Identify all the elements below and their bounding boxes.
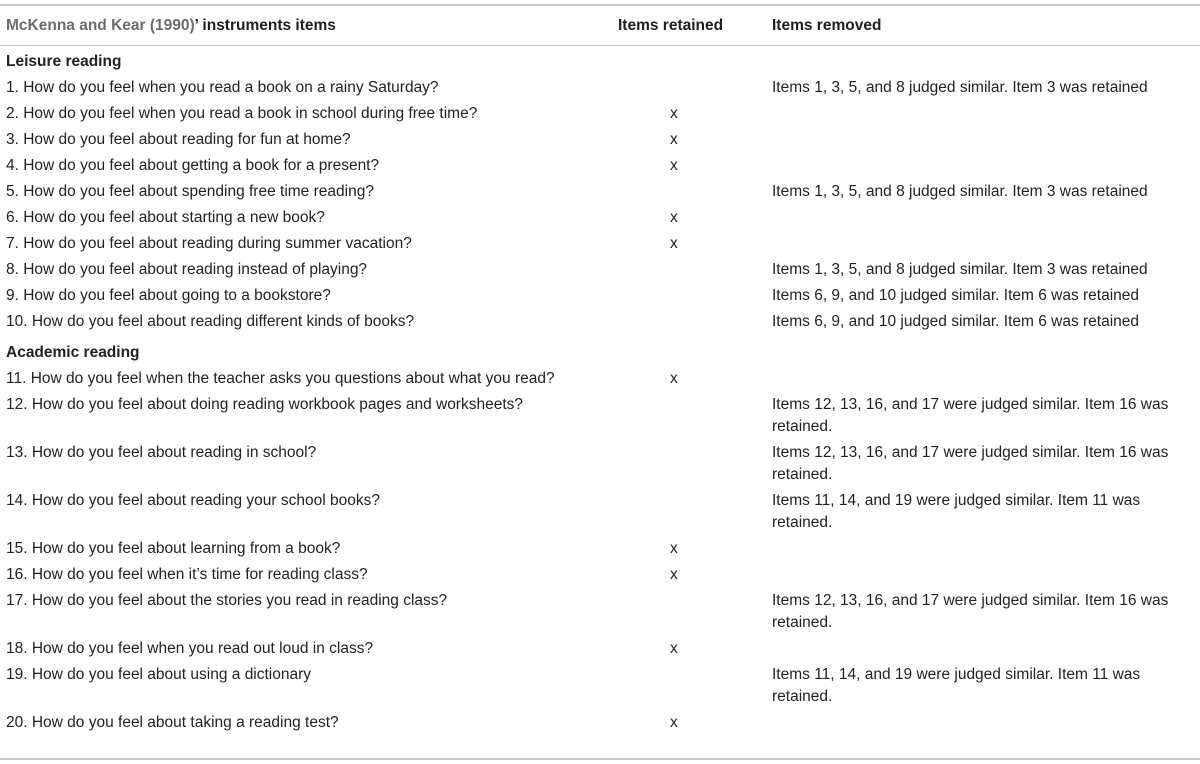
- table-row: [0, 74, 1200, 100]
- item-removed-note: Items 11, 14, and 19 were judged similar. Item 11 was retained.: [772, 492, 1141, 531]
- item-removed-note: [772, 230, 1200, 256]
- items-table: [0, 6, 1200, 735]
- table-row: [0, 230, 1200, 256]
- item-question: 5. How do you feel about spending free time reading?: [6, 183, 374, 200]
- table-row: [0, 439, 1200, 487]
- item-retained-mark: x: [670, 209, 678, 226]
- item-question: 3. How do you feel about reading for fun at home?: [6, 131, 351, 148]
- table-row: [0, 152, 1200, 178]
- item-removed-note: [772, 635, 1200, 661]
- table-bottom-rule: [0, 758, 1200, 760]
- item-removed-note: Items 6, 9, and 10 judged similar. Item 6 was retained: [772, 287, 1140, 304]
- item-question: 7. How do you feel about reading during summer vacation?: [6, 235, 412, 252]
- item-retained-mark: [618, 391, 772, 439]
- table-row: [0, 487, 1200, 535]
- item-removed-note: Items 1, 3, 5, and 8 judged similar. Item 3 was retained: [772, 183, 1148, 200]
- table-row: [0, 661, 1200, 709]
- item-retained-mark: [618, 308, 772, 334]
- item-removed-note: [772, 152, 1200, 178]
- table-row: [0, 587, 1200, 635]
- item-retained-mark: x: [670, 370, 678, 387]
- table-row: [0, 256, 1200, 282]
- item-retained-mark: x: [670, 157, 678, 174]
- table-row: [0, 365, 1200, 391]
- item-removed-note: Items 12, 13, 16, and 17 were judged similar. Item 16 was retained.: [772, 444, 1169, 483]
- item-question: 14. How do you feel about reading your school books?: [6, 492, 380, 509]
- table-body: [0, 45, 1200, 735]
- table-row: [0, 709, 1200, 735]
- header-items-retained: Items retained: [618, 16, 724, 34]
- item-removed-note: [772, 100, 1200, 126]
- header-items-removed: Items removed: [772, 16, 882, 34]
- header-citation: McKenna and Kear (1990): [6, 16, 195, 34]
- header-instrument-items: [0, 6, 618, 45]
- item-retained-mark: x: [670, 131, 678, 148]
- item-removed-note: Items 12, 13, 16, and 17 were judged similar. Item 16 was retained.: [772, 396, 1169, 435]
- item-question: 13. How do you feel about reading in school?: [6, 444, 317, 461]
- table-row: [0, 535, 1200, 561]
- item-retained-mark: [618, 487, 772, 535]
- item-retained-mark: x: [670, 540, 678, 557]
- item-removed-note: [772, 126, 1200, 152]
- item-retained-mark: [618, 74, 772, 100]
- item-retained-mark: x: [670, 640, 678, 657]
- item-retained-mark: x: [670, 105, 678, 122]
- item-removed-note: Items 11, 14, and 19 were judged similar. Item 11 was retained.: [772, 666, 1141, 705]
- item-question: 11. How do you feel when the teacher asks you questions about what you read?: [6, 370, 555, 387]
- item-question: 6. How do you feel about starting a new book?: [6, 209, 325, 226]
- item-retained-mark: [618, 587, 772, 635]
- table-row: [0, 100, 1200, 126]
- item-question: 19. How do you feel about using a dictionary: [6, 666, 312, 683]
- item-retained-mark: [618, 256, 772, 282]
- item-question: 16. How do you feel when it’s time for reading class?: [6, 566, 368, 583]
- item-removed-note: [772, 535, 1200, 561]
- item-removed-note: [772, 204, 1200, 230]
- item-question: 17. How do you feel about the stories you read in reading class?: [6, 592, 448, 609]
- section-row: [0, 334, 1200, 365]
- item-question: 20. How do you feel about taking a reading test?: [6, 714, 339, 731]
- section-row: [0, 45, 1200, 74]
- item-removed-note: Items 1, 3, 5, and 8 judged similar. Item 3 was retained: [772, 79, 1148, 96]
- header-row: [0, 6, 1200, 45]
- section-title: Leisure reading: [6, 53, 122, 70]
- item-retained-mark: [618, 661, 772, 709]
- item-retained-mark: [618, 282, 772, 308]
- table-row: [0, 178, 1200, 204]
- item-retained-mark: x: [670, 235, 678, 252]
- item-question: 15. How do you feel about learning from a book?: [6, 540, 341, 557]
- table-row: [0, 391, 1200, 439]
- item-retained-mark: [618, 439, 772, 487]
- table-row: [0, 635, 1200, 661]
- header-rule: [0, 45, 1200, 46]
- item-question: 8. How do you feel about reading instead of playing?: [6, 261, 368, 278]
- item-question: 12. How do you feel about doing reading workbook pages and worksheets?: [6, 396, 524, 413]
- table-row: [0, 282, 1200, 308]
- item-question: 18. How do you feel when you read out loud in class?: [6, 640, 374, 657]
- table-row: [0, 308, 1200, 334]
- item-retained-mark: [618, 178, 772, 204]
- item-question: 9. How do you feel about going to a bookstore?: [6, 287, 331, 304]
- item-retained-mark: x: [670, 714, 678, 731]
- header-suffix: ’ instruments items: [194, 16, 336, 34]
- item-removed-note: Items 1, 3, 5, and 8 judged similar. Item 3 was retained: [772, 261, 1148, 278]
- item-question: 1. How do you feel when you read a book on a rainy Saturday?: [6, 79, 439, 96]
- item-removed-note: Items 6, 9, and 10 judged similar. Item 6 was retained: [772, 313, 1140, 330]
- item-removed-note: [772, 365, 1200, 391]
- item-removed-note: [772, 709, 1200, 735]
- table-row: [0, 561, 1200, 587]
- section-title: Academic reading: [6, 344, 140, 361]
- table-row: [0, 126, 1200, 152]
- table-row: [0, 204, 1200, 230]
- item-question: 10. How do you feel about reading different kinds of books?: [6, 313, 415, 330]
- item-question: 2. How do you feel when you read a book in school during free time?: [6, 105, 478, 122]
- item-retained-mark: x: [670, 566, 678, 583]
- item-removed-note: Items 12, 13, 16, and 17 were judged similar. Item 16 was retained.: [772, 592, 1169, 631]
- item-removed-note: [772, 561, 1200, 587]
- item-question: 4. How do you feel about getting a book for a present?: [6, 157, 380, 174]
